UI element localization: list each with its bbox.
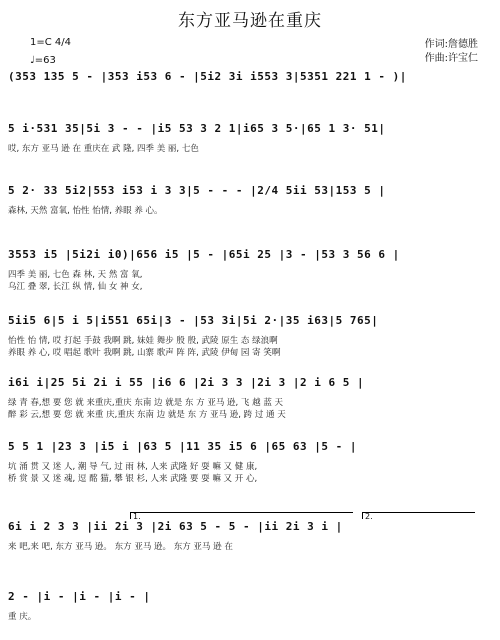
lyric-line: 哎, 东方 亚马 逊 在 重庆在 武 隆, 四季 美 丽, 七色: [8, 144, 199, 154]
notation-row: i6i i|25 5i 2i i 55 |i6 6 |2i 3 3 |2i 3 |2 i 6 5 |: [8, 376, 365, 389]
lyric-line: 重 庆。: [8, 612, 37, 622]
lyric-line: 养眼 养 心, 哎 唱起 歌叶 我啊 跳, 山寨 歌声 阵 阵, 武陵 伊甸 园 寄 笑啊: [8, 348, 281, 358]
volta-1: [130, 512, 353, 519]
notation-row: 5 2· 33 5i2|553 i53 i 3 3|5 - - - |2/4 5ii 53|153 5 |: [8, 184, 386, 197]
lyric-line: 来 吧,来 吧, 东方 亚马 逊。 东方 亚马 逊。 东方 亚马 逊 在: [8, 542, 233, 552]
notation-row: 3553 i5 |5i2i i0)|656 i5 |5 - |65i 25 |3 - |53 3 56 6 |: [8, 248, 400, 261]
lyricist: 作词:詹德胜: [424, 39, 478, 50]
lyric-line: 绿 青 春,想 要 您 就 来重庆,重庆 东南 边 就是 东 方 亚马 逊, 飞 越 蓝 天: [8, 398, 284, 408]
lyric-line: 醉 彩 云,想 要 您 就 来重 庆,重庆 东南 边 就是 东 方 亚马 逊, 跨 过 通 天: [8, 410, 286, 420]
tempo-marking: ♩=63: [30, 55, 56, 66]
lyric-line: 四季 美 丽, 七色 森 林, 天 然 富 氧,: [8, 270, 143, 280]
lyric-line: 怡性 怡 情, 哎 打起 手鼓 我啊 跳, 妹娃 舞步 殷 殷, 武陵 原生 态 绿浪啊: [8, 336, 278, 346]
song-title: 东方亚马逊在重庆: [178, 11, 322, 31]
notation-row: 5 i·531 35|5i 3 - - |i5 53 3 2 1|i65 3 5·|65 1 3· 51|: [8, 122, 386, 135]
lyric-line: 乌江 叠 翠, 长江 纵 情, 仙 女 神 女,: [8, 282, 143, 292]
composer: 作曲:许宝仁: [424, 53, 478, 64]
credits: [425, 38, 478, 66]
notation-row: 6i i 2 3 3 |ii 2i 3 |2i 63 5 - 5 - |ii 2i 3 i |: [8, 520, 343, 533]
notation-row: 5ii5 6|5 i 5|i551 65i|3 - |53 3i|5i 2·|35 i63|5 765|: [8, 314, 379, 327]
notation-row: 2 - |i - |i - |i - |: [8, 590, 151, 603]
lyric-line: 桥 赏 景 又 迷 魂, 逗 酩 猫, 攀 银 杉, 人来 武隆 要 耍 嘛 又 开 心,: [8, 474, 258, 484]
volta-2: [362, 512, 475, 519]
lyric-line: 坑 涌 贯 又 迷 人, 潮 导 气, 过 雨 林, 人来 武隆 好 耍 嘛 又 健 康,: [8, 462, 258, 472]
volta-2-label: 2.: [365, 512, 373, 521]
lyric-line: 森林, 天然 富氧, 怡性 怡情, 养眼 养 心。: [8, 206, 163, 216]
key-signature: 1=C 4/4: [30, 37, 71, 48]
notation-row: 5 5 1 |23 3 |i5 i |63 5 |11 35 i5 6 |65 63 |5 - |: [8, 440, 358, 453]
notation-row: (353 135 5 - |353 i53 6 - |5i2 3i i553 3|5351 221 1 - )|: [8, 70, 407, 83]
volta-1-label: 1.: [133, 512, 141, 521]
